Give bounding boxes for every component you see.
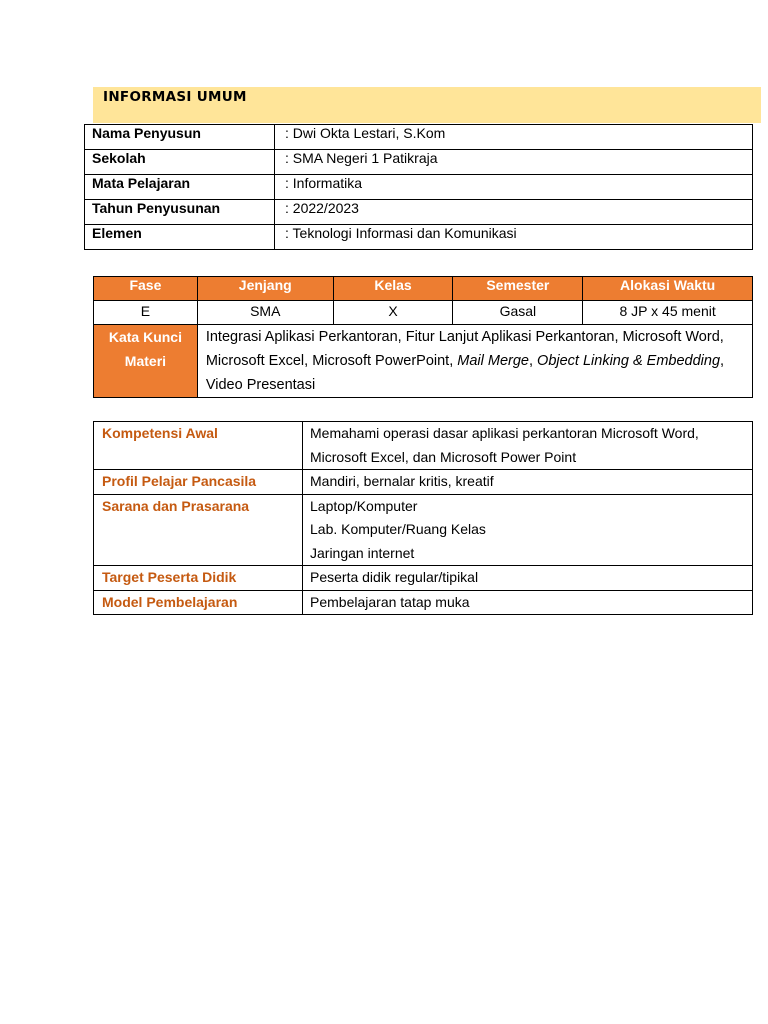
identity-row (85, 200, 753, 225)
identity-value: : Teknologi Informasi dan Komunikasi (275, 225, 753, 250)
details-table (93, 421, 753, 615)
identity-label: Nama Penyusun (85, 125, 275, 150)
keywords-label (94, 325, 198, 398)
keywords-value (197, 325, 752, 398)
value-fase: E (94, 301, 198, 325)
sarana-prasarana-label: Sarana dan Prasarana (94, 494, 303, 566)
header-fase: Fase (94, 277, 198, 301)
identity-value: : Informatika (275, 175, 753, 200)
keywords-text: , (528, 353, 538, 369)
details-row (94, 422, 753, 470)
header-semester: Semester (453, 277, 583, 301)
value-jenjang: SMA (197, 301, 333, 325)
identity-value: : 2022/2023 (275, 200, 753, 225)
keywords-row (94, 325, 753, 398)
keywords-label-line: Materi (124, 353, 167, 369)
value-alokasi-waktu: 8 JP x 45 menit (583, 301, 753, 325)
identity-label: Tahun Penyusunan (85, 200, 275, 225)
identity-row (85, 125, 753, 150)
sarana-item: Lab. Komputer/Ruang Kelas (310, 521, 486, 537)
keywords-text: Integrasi Aplikasi Perkantoran, Fitur Lanjut Aplikasi Perkantoran, Microsoft Word, Microsoft Excel, Microsoft PowerPoint, (205, 329, 724, 369)
keywords-italic-mail-merge: Mail Merge (457, 353, 529, 369)
details-row (94, 470, 753, 495)
model-pembelajaran-label: Model Pembelajaran (94, 590, 303, 615)
identity-value: : Dwi Okta Lestari, S.Kom (275, 125, 753, 150)
course-header-row (94, 277, 753, 301)
kompetensi-awal-value: Memahami operasi dasar aplikasi perkantoran Microsoft Word, Microsoft Excel, dan Microsoft Power Point (303, 422, 753, 470)
profil-pelajar-value: Mandiri, bernalar kritis, kreatif (303, 470, 753, 495)
identity-row (85, 175, 753, 200)
sarana-item: Jaringan internet (310, 544, 415, 561)
identity-table (84, 124, 753, 250)
target-peserta-label: Target Peserta Didik (94, 566, 303, 591)
keywords-label-line: Kata Kunci (108, 329, 182, 345)
identity-label: Elemen (85, 225, 275, 250)
identity-row (85, 150, 753, 175)
model-pembelajaran-value: Pembelajaran tatap muka (303, 590, 753, 615)
header-alokasi-waktu: Alokasi Waktu (583, 277, 753, 301)
details-row (94, 590, 753, 615)
value-kelas: X (333, 301, 453, 325)
identity-label: Sekolah (85, 150, 275, 175)
identity-label: Mata Pelajaran (85, 175, 275, 200)
target-peserta-value: Peserta didik regular/tipikal (303, 566, 753, 591)
keywords-italic-ole: Object Linking & Embedding (537, 353, 721, 369)
course-value-row (94, 301, 753, 325)
header-kelas: Kelas (333, 277, 453, 301)
value-semester: Gasal (453, 301, 583, 325)
identity-row (85, 225, 753, 250)
identity-value: : SMA Negeri 1 Patikraja (275, 150, 753, 175)
course-table (93, 276, 753, 398)
section-banner (93, 87, 761, 123)
details-row (94, 494, 753, 566)
keywords-text: , Video Presentasi (205, 353, 725, 393)
profil-pelajar-label: Profil Pelajar Pancasila (94, 470, 303, 495)
sarana-prasarana-value (303, 494, 753, 566)
kompetensi-awal-label: Kompetensi Awal (94, 422, 303, 470)
sarana-item: Laptop/Komputer (310, 497, 418, 514)
details-row (94, 566, 753, 591)
section-title: INFORMASI UMUM (103, 89, 247, 105)
header-jenjang: Jenjang (197, 277, 333, 301)
